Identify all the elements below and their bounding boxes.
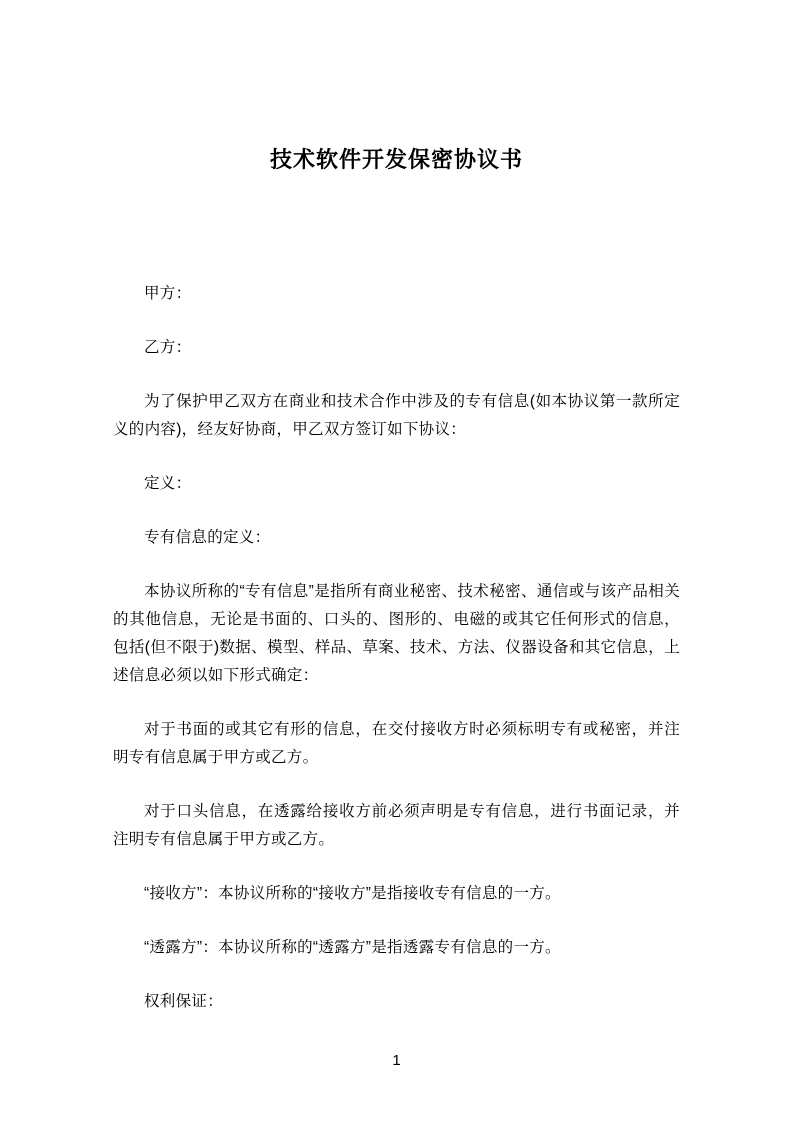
paragraph-intro: 为了保护甲乙双方在商业和技术合作中涉及的专有信息(如本协议第一款所定义的内容)，经友好协商，甲乙双方签订如下协议： (113, 393, 680, 438)
paragraph-proprietary-info-definition: 本协议所称的“专有信息”是指所有商业秘密、技术秘密、通信或与该产品相关的其他信息，无论是书面的、口头的、图形的、电磁的或其它任何形式的信息，包括(但不限于)数据、模型、样品、草案、技术、方法、仪器设备和其它信息，上述信息必须以如下形式确定： (113, 583, 680, 684)
paragraph-rights-guarantee-heading: 权利保证： (144, 993, 224, 1010)
paragraph-receiving-party-definition: “接收方”：本协议所称的“接收方”是指接收专有信息的一方。 (144, 885, 561, 902)
page-number: 1 (392, 1052, 401, 1069)
paragraph-oral-info-rule: 对于口头信息，在透露给接收方前必须声明是专有信息，进行书面记录，并注明专有信息属于甲方或乙方。 (113, 803, 680, 848)
paragraph-definitions-heading: 定义： (144, 475, 192, 492)
paragraph-disclosing-party-definition: “透露方”：本协议所称的“透露方”是指透露专有信息的一方。 (144, 939, 561, 956)
paragraph-written-info-rule: 对于书面的或其它有形的信息，在交付接收方时必须标明专有或秘密，并注明专有信息属于甲方或乙方。 (113, 721, 680, 766)
paragraph-proprietary-info-definition-heading: 专有信息的定义： (144, 529, 271, 546)
document-title: 技术软件开发保密协议书 (269, 147, 523, 172)
document-body (113, 280, 680, 1016)
paragraph-party-a: 甲方： (144, 285, 192, 302)
paragraph-party-b: 乙方： (144, 339, 192, 356)
